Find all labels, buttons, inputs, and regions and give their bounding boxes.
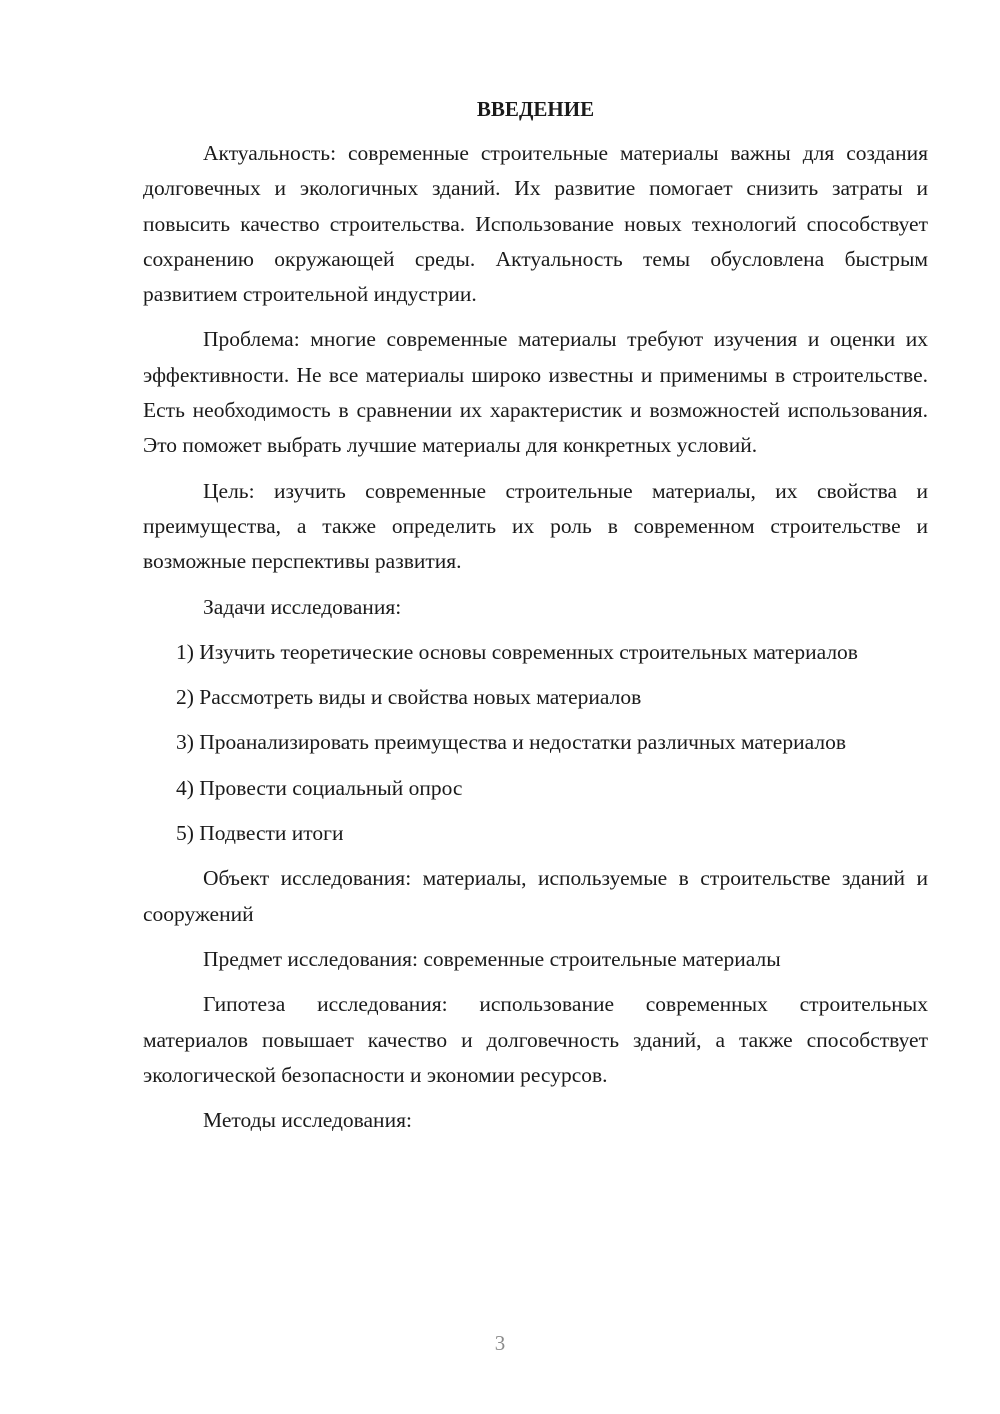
task-item: 4) Провести социальный опрос [176, 775, 463, 800]
page-number: 3 [494, 1331, 506, 1355]
task-item: 3) Проанализировать преимущества и недостатки различных материалов [176, 730, 846, 755]
section-heading: ВВЕДЕНИЕ [476, 97, 595, 121]
task-item: 1) Изучить теоретические основы современных строительных материалов [176, 639, 858, 664]
task-item: 2) Рассмотреть виды и свойства новых материалов [176, 685, 642, 710]
document-page [143, 92, 928, 1148]
goal-paragraph: Цель: изучить современные строительные материалы, их свойства и преимущества, а также определить их роль в современном строительстве и возможные перспективы развития. [143, 478, 928, 574]
hypothesis-paragraph: Гипотеза исследования: использование современных строительных материалов повышает качество и долговечность зданий, а также способствует экологической безопасности и экономии ресурсов. [143, 992, 928, 1087]
tasks-intro: Задачи исследования: [203, 594, 402, 619]
methods-paragraph: Методы исследования: [203, 1108, 412, 1133]
problem-paragraph: Проблема: многие современные материалы требуют изучения и оценки их эффективности. Не все материалы широко известны и применимы в строительстве. Есть необходимость в сравнении их характеристик и возможностей использования. Это поможет выбрать лучшие материалы для конкретных условий. [143, 327, 928, 458]
task-item: 5) Подвести итоги [176, 821, 344, 846]
relevance-paragraph: Актуальность: современные строительные материалы важны для создания долговечных и экологичных зданий. Их развитие помогает снизить затраты и повысить качество строительства. Использование новых технологий способствует сохранению окружающей среды. Актуальность темы обусловлена быстрым развитием строительной индустрии. [143, 141, 928, 307]
subject-paragraph: Предмет исследования: современные строительные материалы [203, 946, 781, 971]
object-paragraph: Объект исследования: материалы, используемые в строительстве зданий и сооружений [143, 866, 928, 926]
